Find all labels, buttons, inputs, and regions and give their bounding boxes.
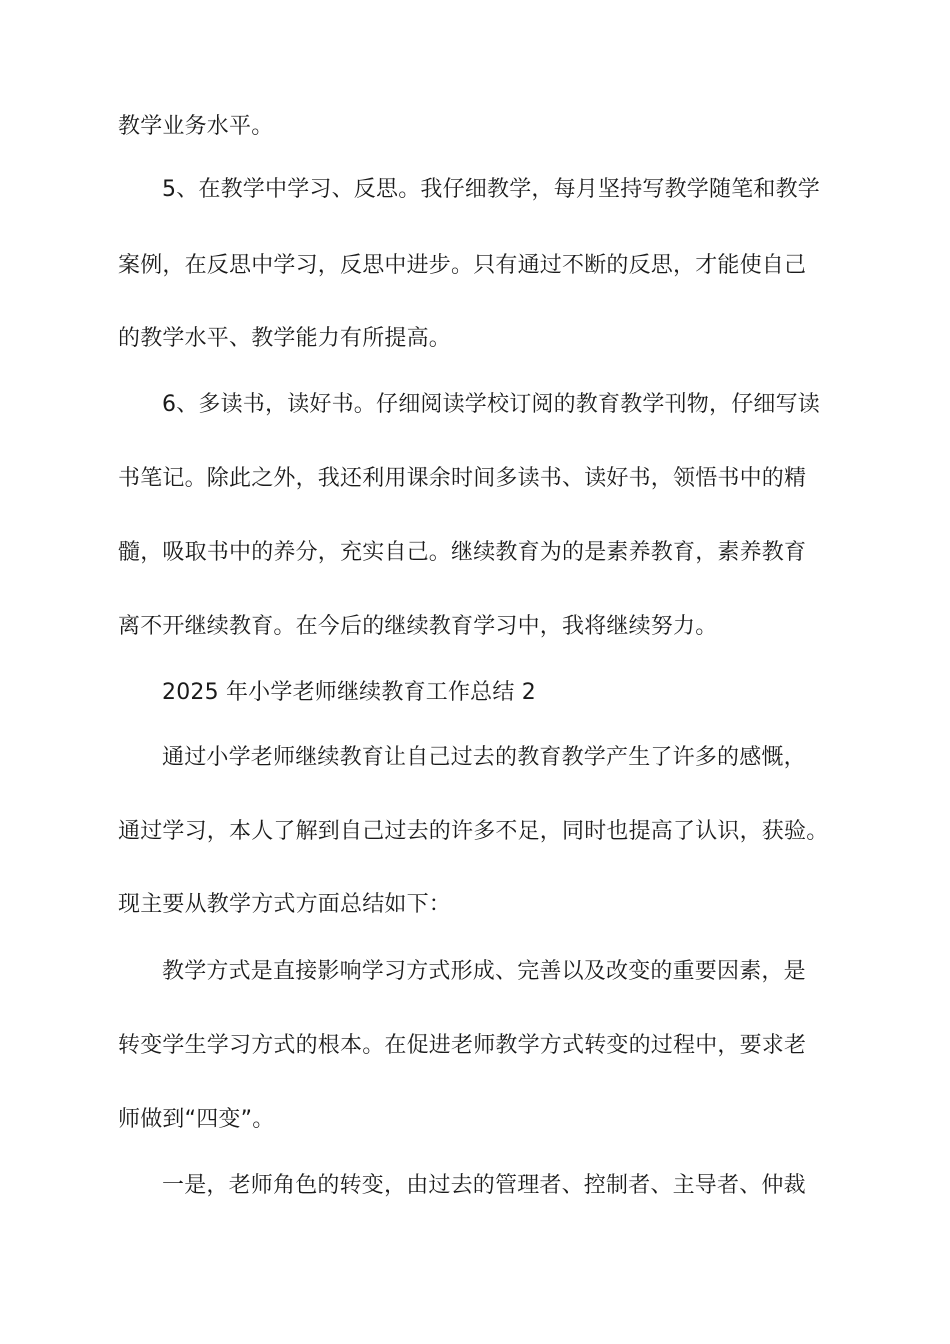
paragraph-line: 一是，老师角色的转变，由过去的管理者、控制者、主导者、仲裁	[162, 1173, 806, 1198]
paragraph-line: 教学业务水平。	[118, 114, 274, 139]
section-heading: 2025 年小学老师继续教育工作总结 2	[162, 680, 536, 705]
paragraph-line: 的教学水平、教学能力有所提高。	[118, 326, 452, 351]
paragraph-line: 书笔记。除此之外，我还利用课余时间多读书、读好书，领悟书中的精	[118, 466, 807, 491]
paragraph-line: 教学方式是直接影响学习方式形成、完善以及改变的重要因素，是	[162, 959, 806, 984]
paragraph-line: 6、多读书，读好书。仔细阅读学校订阅的教育教学刊物，仔细写读	[162, 392, 820, 417]
paragraph-line: 师做到“四变”。	[118, 1107, 275, 1132]
paragraph-line: 通过学习，本人了解到自己过去的许多不足，同时也提高了认识，获验。	[118, 819, 829, 844]
paragraph-line: 案例，在反思中学习，反思中进步。只有通过不断的反思，才能使自己	[118, 253, 807, 278]
paragraph-line: 现主要从教学方式方面总结如下：	[118, 892, 452, 917]
paragraph-line: 转变学生学习方式的根本。在促进老师教学方式转变的过程中，要求老	[118, 1033, 807, 1058]
paragraph-line: 5、在教学中学习、反思。我仔细教学，每月坚持写教学随笔和教学	[162, 177, 820, 202]
paragraph-line: 离不开继续教育。在今后的继续教育学习中，我将继续努力。	[118, 614, 718, 639]
paragraph-line: 髓，吸取书中的养分，充实自己。继续教育为的是素养教育，素养教育	[118, 540, 807, 565]
paragraph-line: 通过小学老师继续教育让自己过去的教育教学产生了许多的感慨，	[162, 745, 806, 770]
